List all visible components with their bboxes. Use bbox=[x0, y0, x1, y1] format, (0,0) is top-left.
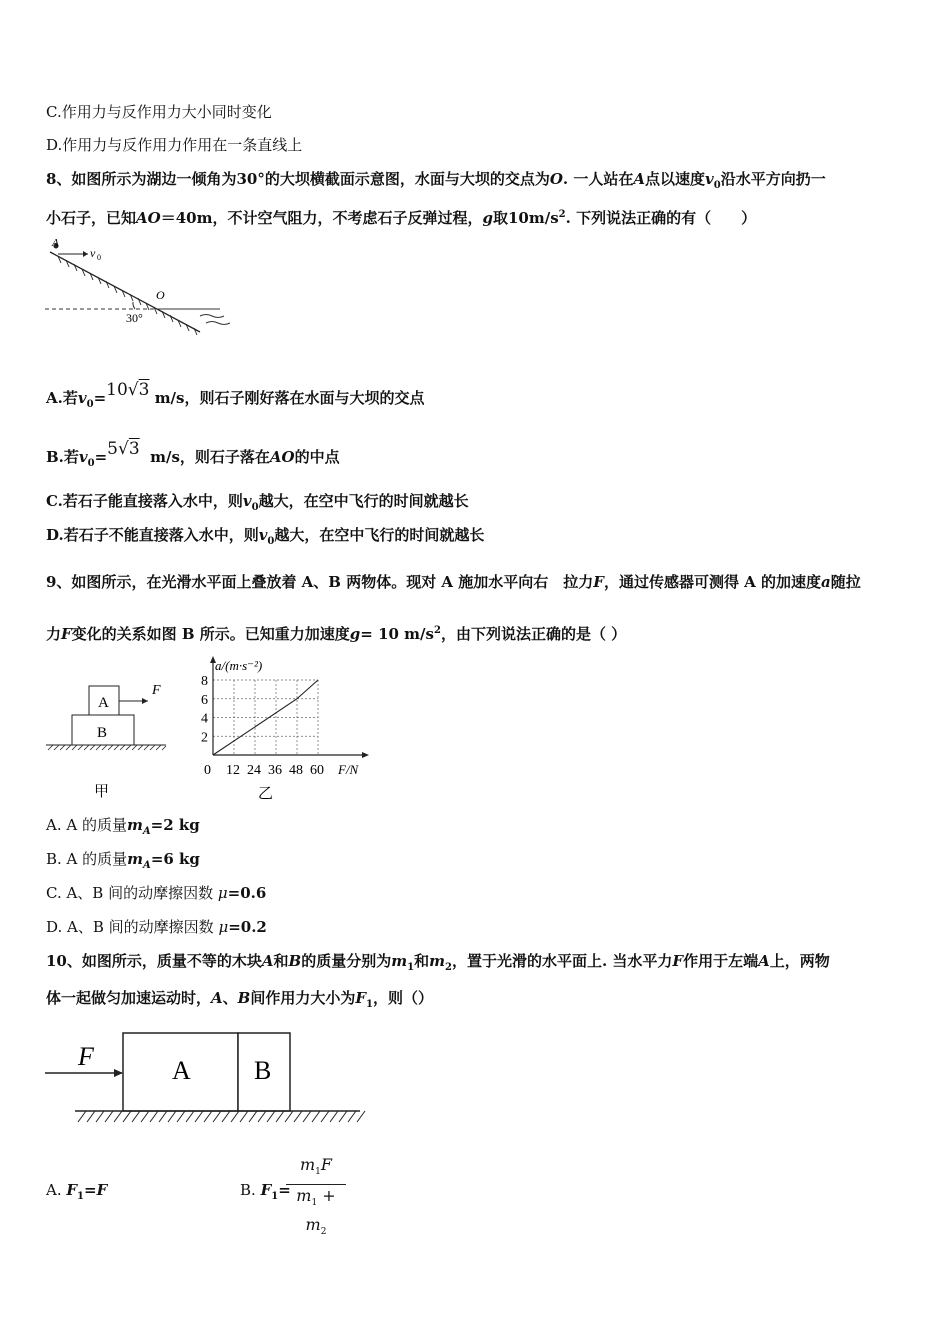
label-v0: v bbox=[90, 246, 96, 260]
hatch-mark bbox=[141, 1111, 149, 1122]
label-f: F bbox=[152, 683, 161, 698]
q10-blocks-figure bbox=[40, 1030, 370, 1130]
q9-option-c: C. A、B 间的动摩擦因数 μ=0.6 bbox=[46, 884, 267, 902]
q8-dam-figure bbox=[40, 232, 240, 342]
x-axis-arrow bbox=[362, 752, 369, 758]
hatch-mark bbox=[186, 1111, 194, 1122]
label-block-b: B bbox=[97, 725, 108, 741]
y-tick-label: 2 bbox=[201, 730, 208, 746]
hatch-mark bbox=[195, 1111, 203, 1122]
q10-option-b: B. $F_1=$ bbox=[240, 1181, 291, 1202]
q7-option-c: C.作用力与反作用力大小同时变化 bbox=[46, 103, 272, 121]
chart-ticks bbox=[201, 674, 324, 778]
q9-option-d: D. A、B 间的动摩擦因数 μ=0.2 bbox=[46, 918, 267, 936]
label-v0-sub: 0 bbox=[97, 253, 101, 262]
hatch-mark bbox=[159, 1111, 167, 1122]
ground-hatching bbox=[48, 745, 166, 750]
q8-option-b: B.若$v_0=5√3$ m/s，则石子落在AO的中点 bbox=[46, 439, 340, 469]
caption-jia: 甲 bbox=[94, 784, 110, 800]
hatch-mark bbox=[231, 1111, 239, 1122]
y-tick-label: 6 bbox=[201, 692, 208, 708]
chart-grid bbox=[213, 680, 318, 755]
chart-ylabel: a/(m·s⁻²) bbox=[215, 658, 263, 673]
q8-stem-line1: 8、如图所示为湖边一倾角为30°的大坝横截面示意图，水面与大坝的交点为O. 一人站在A点以速度$v_0$沿水平方向扔一 bbox=[46, 170, 826, 191]
fraction-denominator: $m_1 + m_2$ bbox=[296, 1186, 336, 1238]
hatch-mark bbox=[87, 1111, 95, 1122]
q8-option-c: C.若石子能直接落入水中，则$v_0$越大，在空中飞行的时间就越长 bbox=[46, 492, 469, 513]
hatch-mark bbox=[222, 1111, 230, 1122]
hatch-mark bbox=[348, 1111, 356, 1122]
hatch-mark bbox=[240, 1111, 248, 1122]
hatch-mark bbox=[150, 1111, 158, 1122]
y-tick-label: 4 bbox=[201, 711, 208, 727]
hatch-mark bbox=[105, 1111, 113, 1122]
q10-fraction bbox=[286, 1154, 346, 1244]
q10-option-a: A. $F_1=F$ bbox=[46, 1181, 108, 1202]
q10-stem-line1: 10、如图所示，质量不等的木块A和B的质量分别为$m_1$和$m_2$，置于光滑的水平面上. 当水平力F作用于左端A上，两物 bbox=[46, 952, 830, 973]
hatch-mark bbox=[357, 1111, 365, 1122]
q9-stem-line2: 力F变化的关系如图 B 所示。已知重力加速度g= 10 $m/s^2$，由下列说法正确的是（ ） bbox=[46, 625, 627, 643]
hatch-mark bbox=[321, 1111, 329, 1122]
q9-af-chart bbox=[195, 655, 375, 805]
caption-yi: 乙 bbox=[258, 786, 274, 802]
q9-stem-line1: 9、如图所示，在光滑水平面上叠放着 A、B 两物体。现对 A 施加水平向右 拉力F，通过传感器可测得 A 的加速度a随拉 bbox=[46, 573, 861, 591]
q8-stem-line2: 小石子，已知AO＝40m，不计空气阻力，不考虑石子反弹过程，g取$10m/s^2$. 下列说法正确的有（ ） bbox=[46, 209, 757, 227]
label-block-b: B bbox=[254, 1056, 272, 1085]
hatch-mark bbox=[249, 1111, 257, 1122]
hatch-mark bbox=[258, 1111, 266, 1122]
hatch-mark bbox=[213, 1111, 221, 1122]
hatch-mark bbox=[132, 1111, 140, 1122]
q10-stem-line2: 体一起做匀加速运动时，A、B间作用力大小为$F_1$，则（） bbox=[46, 989, 434, 1010]
hatch-mark bbox=[78, 1111, 86, 1122]
hatch-mark bbox=[177, 1111, 185, 1122]
dam-slope-line bbox=[50, 252, 200, 332]
x-tick-label: 0 bbox=[204, 763, 211, 778]
ground-hatching bbox=[78, 1111, 365, 1122]
q9-option-a: A. A 的质量$m_A=2$ kg bbox=[46, 816, 200, 837]
hatch-mark bbox=[267, 1111, 275, 1122]
hatch-mark bbox=[96, 1111, 104, 1122]
hatch-mark bbox=[330, 1111, 338, 1122]
q9-option-b: B. A 的质量$m_A=6$ kg bbox=[46, 850, 200, 871]
hatch-mark bbox=[168, 1111, 176, 1122]
q8-option-d: D.若石子不能直接落入水中，则$v_0$越大，在空中飞行的时间就越长 bbox=[46, 526, 485, 547]
x-tick-label: 48 bbox=[289, 763, 303, 778]
hatch-mark bbox=[294, 1111, 302, 1122]
label-f: F bbox=[78, 1042, 94, 1071]
hatch-mark bbox=[303, 1111, 311, 1122]
q9-blocks-figure bbox=[44, 680, 174, 805]
label-block-a: A bbox=[98, 695, 109, 711]
label-a: A bbox=[52, 237, 59, 249]
hatch-mark bbox=[204, 1111, 212, 1122]
label-angle: 30° bbox=[126, 311, 143, 325]
x-tick-label: 12 bbox=[226, 763, 240, 778]
hatch-mark bbox=[285, 1111, 293, 1122]
hatch-mark bbox=[312, 1111, 320, 1122]
hatch-mark bbox=[276, 1111, 284, 1122]
fraction-numerator: $m_1F$ bbox=[286, 1154, 346, 1185]
chart-xlabel: F/N bbox=[338, 762, 359, 777]
q7-option-d: D.作用力与反作用力作用在一条直线上 bbox=[46, 136, 303, 154]
hatch-mark bbox=[123, 1111, 131, 1122]
x-tick-label: 24 bbox=[247, 763, 261, 778]
y-tick-label: 8 bbox=[201, 674, 208, 689]
x-tick-label: 36 bbox=[268, 763, 282, 778]
water-waves bbox=[200, 315, 230, 325]
hatch-mark bbox=[339, 1111, 347, 1122]
q8-option-a: A.若$v_0=10√3$ m/s，则石子刚好落在水面与大坝的交点 bbox=[46, 380, 425, 410]
label-o: O bbox=[156, 288, 165, 302]
label-block-a: A bbox=[172, 1056, 191, 1085]
x-tick-label: 60 bbox=[310, 763, 324, 778]
hatch-mark bbox=[114, 1111, 122, 1122]
